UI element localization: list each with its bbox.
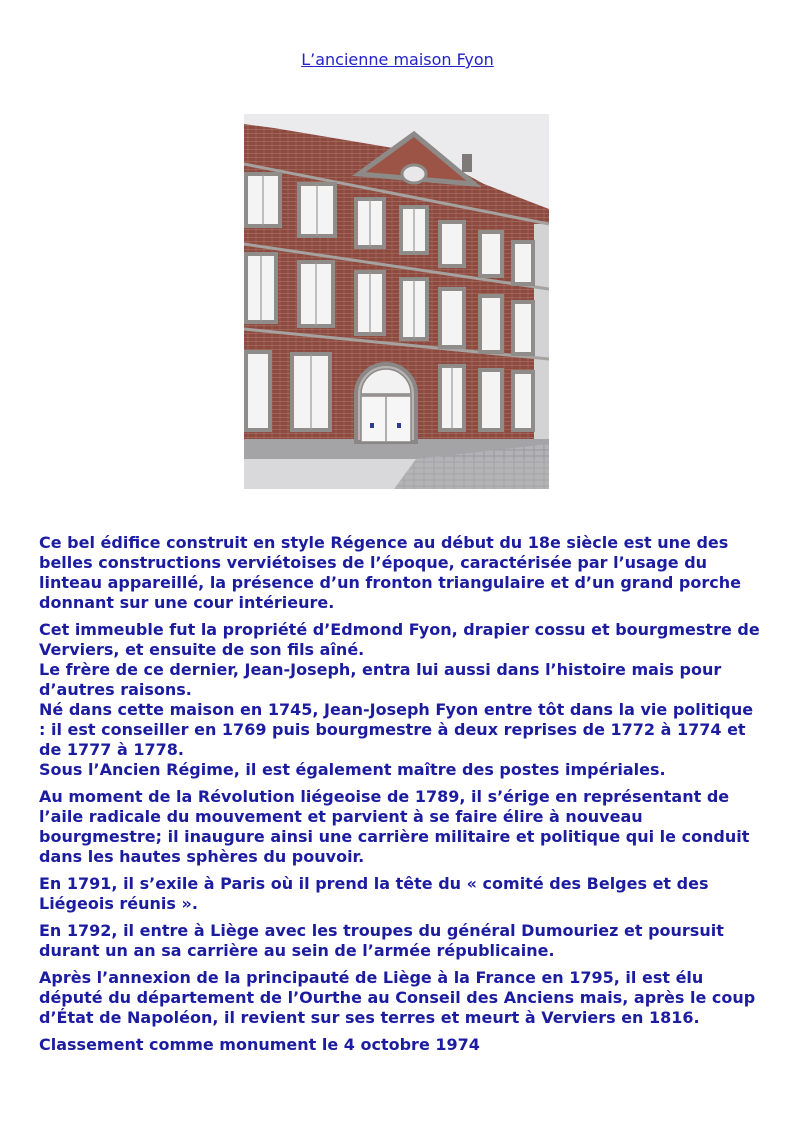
paragraph-line: Ce bel édifice construit en style Régence au début du 18e siècle est une des belles constructions verviétoises de l’époque, caractérisée par l’usage du linteau appareillé, la présence d’un fronton triangulaire et d’un grand porche donnant sur une cour intérieure.: [39, 533, 741, 612]
paragraph-annexion: [39, 968, 764, 1028]
paragraph-line: Après l’annexion de la principauté de Liège à la France en 1795, il est élu député du département de l’Ourthe au Conseil des Anciens mais, après le coup d’État de Napoléon, il revient sur ses terres et meurt à Verviers en 1816.: [39, 968, 756, 1027]
paragraph-line: Né dans cette maison en 1745, Jean-Joseph Fyon entre tôt dans la vie politique : il est conseiller en 1769 puis bourgmestre à deux reprises de 1772 à 1774 et de 1777 à 1778.: [39, 700, 754, 759]
paragraph-line: Au moment de la Révolution liégeoise de 1789, il s’érige en représentant de l’aile radicale du mouvement et parvient à se faire élire à nouveau bourgmestre; il inaugure ainsi une carrière militaire et politique qui le conduit dans les hautes sphères du pouvoir.: [39, 787, 750, 866]
paragraph-army: [39, 921, 764, 961]
paragraph-line: Classement comme monument le 4 octobre 1974: [39, 1035, 480, 1054]
paragraph-line: Cet immeuble fut la propriété d’Edmond Fyon, drapier cossu et bourgmestre de Verviers, et ensuite de son fils aîné.: [39, 620, 760, 659]
paragraph-exile: [39, 874, 764, 914]
house-photo: [244, 114, 549, 489]
paragraph-line: Le frère de ce dernier, Jean-Joseph, entra lui aussi dans l’histoire mais pour d’autres raisons.: [39, 660, 722, 699]
paragraph-revolution: [39, 787, 764, 867]
paragraph-line: En 1792, il entre à Liège avec les troupes du général Dumouriez et poursuit durant un an sa carrière au sein de l’armée républicaine.: [39, 921, 724, 960]
article-body: [39, 533, 764, 1062]
paragraph-line: Sous l’Ancien Régime, il est également maître des postes impériales.: [39, 760, 666, 779]
page-title-link[interactable]: L’ancienne maison Fyon: [301, 50, 494, 69]
paragraph-family: [39, 620, 764, 780]
paragraph-classement: [39, 1035, 764, 1055]
paragraph-line: En 1791, il s’exile à Paris où il prend la tête du « comité des Belges et des Liégeois réunis ».: [39, 874, 709, 913]
paragraph-intro: [39, 533, 764, 613]
